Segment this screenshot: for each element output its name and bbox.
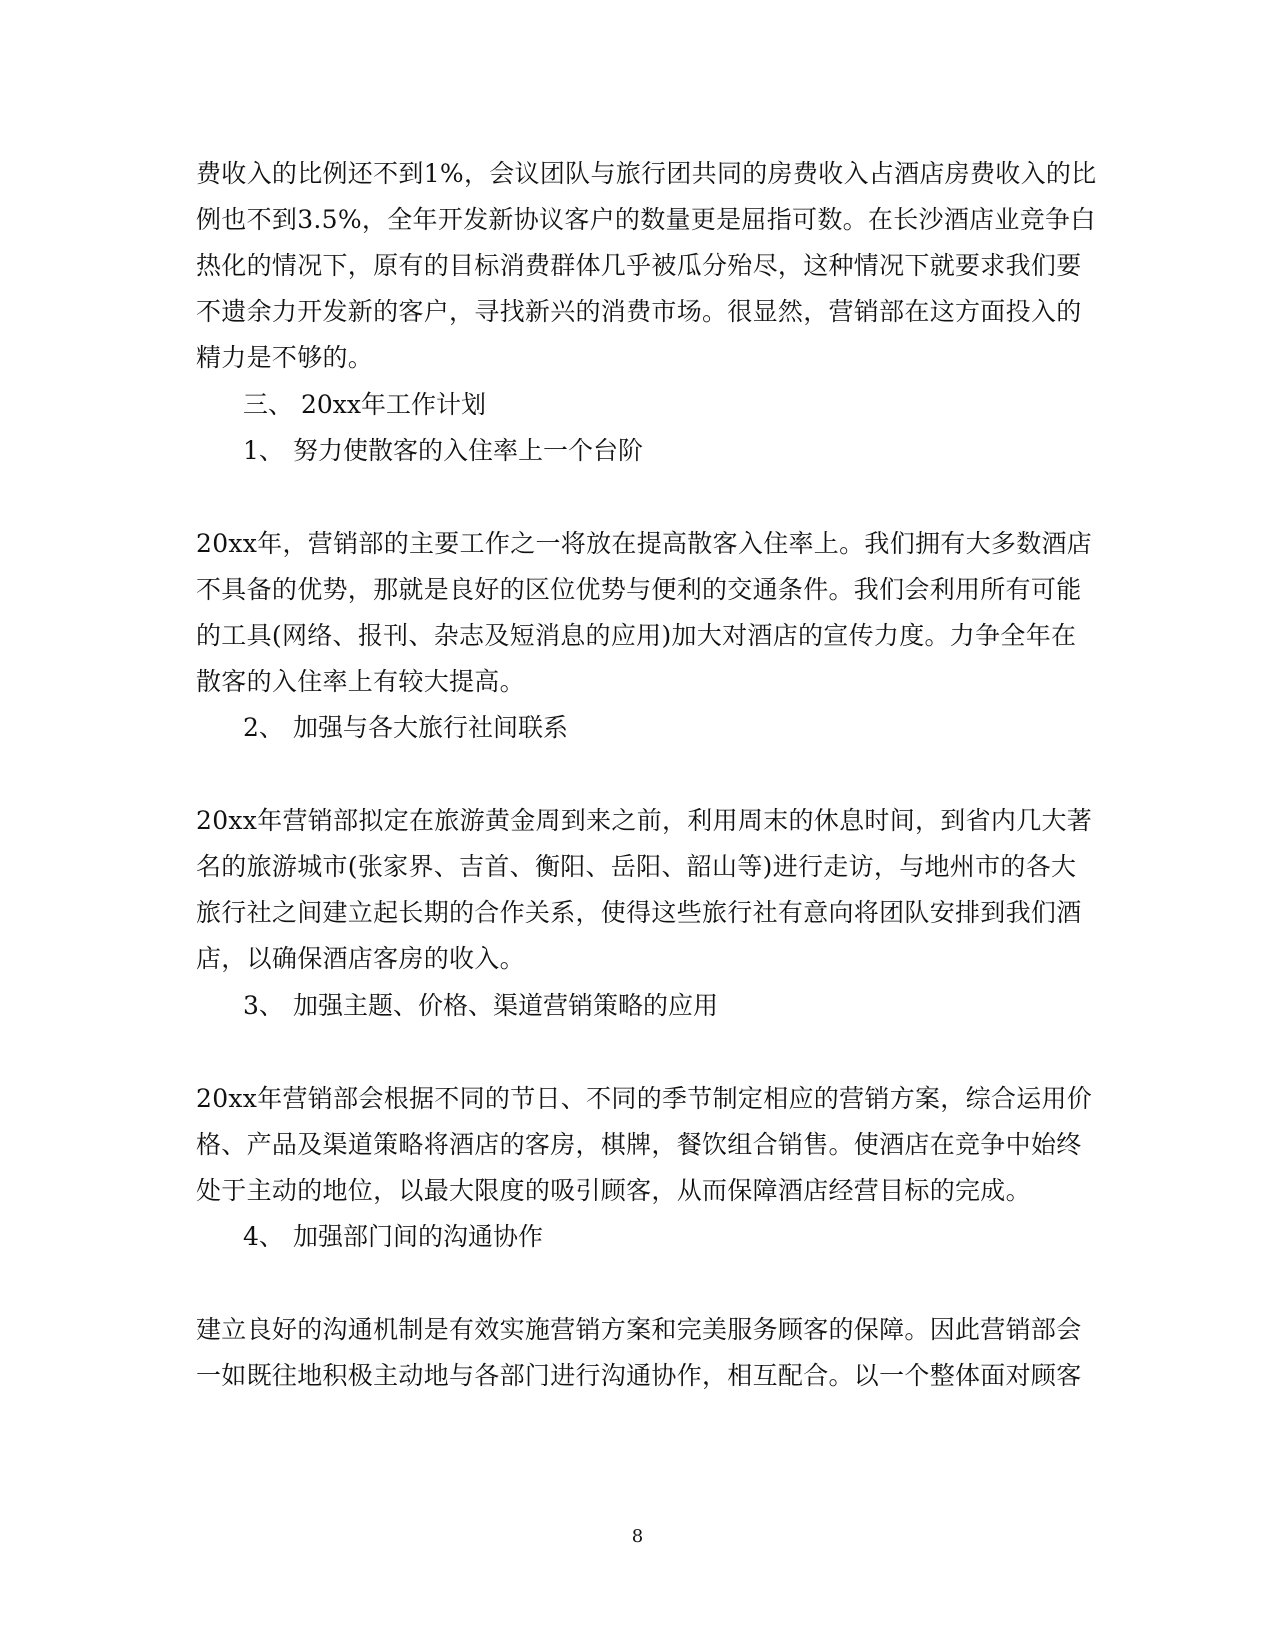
item-heading: 努力使散客的入住率上一个台阶 — [293, 436, 644, 465]
item-number: 3、 — [243, 991, 284, 1020]
paragraph-line: 处于主动的地位，以最大限度的吸引顾客，从而保障酒店经营目标的完成。 — [196, 1176, 1031, 1205]
section-heading-text: 20xx年工作计划 — [301, 390, 487, 419]
item-number: 4、 — [243, 1222, 284, 1251]
page-number: 8 — [631, 1526, 644, 1547]
paragraph-line: 热化的情况下，原有的目标消费群体几乎被瓜分殆尽，这种情况下就要求我们要 — [196, 251, 1082, 280]
paragraph-line: 建立良好的沟通机制是有效实施营销方案和完美服务顾客的保障。因此营销部会 — [196, 1315, 1082, 1344]
paragraph-line: 20xx年营销部拟定在旅游黄金周到来之前，利用周末的休息时间，到省内几大著 — [196, 806, 1093, 835]
paragraph-line: 一如既往地积极主动地与各部门进行沟通协作，相互配合。以一个整体面对顾客 — [196, 1361, 1082, 1390]
item-number: 2、 — [243, 713, 284, 742]
paragraph-line: 不遗余力开发新的客户，寻找新兴的消费市场。很显然，营销部在这方面投入的 — [196, 297, 1082, 326]
paragraph-line: 不具备的优势，那就是良好的区位优势与便利的交通条件。我们会利用所有可能 — [196, 575, 1082, 604]
paragraph-line: 20xx年营销部会根据不同的节日、不同的季节制定相应的营销方案，综合运用价 — [196, 1084, 1093, 1113]
item-heading: 加强主题、价格、渠道营销策略的应用 — [293, 991, 719, 1020]
paragraph-line: 格、产品及渠道策略将酒店的客房，棋牌，餐饮组合销售。使酒店在竞争中始终 — [196, 1130, 1082, 1159]
item-heading: 加强部门间的沟通协作 — [293, 1222, 544, 1251]
paragraph-line: 的工具(网络、报刊、杂志及短消息的应用)加大对酒店的宣传力度。力争全年在 — [196, 621, 1077, 650]
paragraph-line: 例也不到3.5%，全年开发新协议客户的数量更是屈指可数。在长沙酒店业竞争白 — [196, 205, 1096, 234]
section-heading-number: 三、 — [243, 390, 294, 419]
paragraph-line: 名的旅游城市(张家界、吉首、衡阳、岳阳、韶山等)进行走访，与地州市的各大 — [196, 852, 1077, 881]
paragraph-line: 费收入的比例还不到1%，会议团队与旅行团共同的房费收入占酒店房费收入的比 — [196, 159, 1097, 188]
paragraph-line: 20xx年，营销部的主要工作之一将放在提高散客入住率上。我们拥有大多数酒店 — [196, 529, 1093, 558]
paragraph-line: 旅行社之间建立起长期的合作关系，使得这些旅行社有意向将团队安排到我们酒 — [196, 898, 1082, 927]
paragraph-line: 散客的入住率上有较大提高。 — [196, 667, 525, 696]
paragraph-line: 店，以确保酒店客房的收入。 — [196, 944, 525, 973]
paragraph-line: 精力是不够的。 — [196, 343, 374, 372]
item-heading: 加强与各大旅行社间联系 — [293, 713, 569, 742]
item-number: 1、 — [243, 436, 284, 465]
